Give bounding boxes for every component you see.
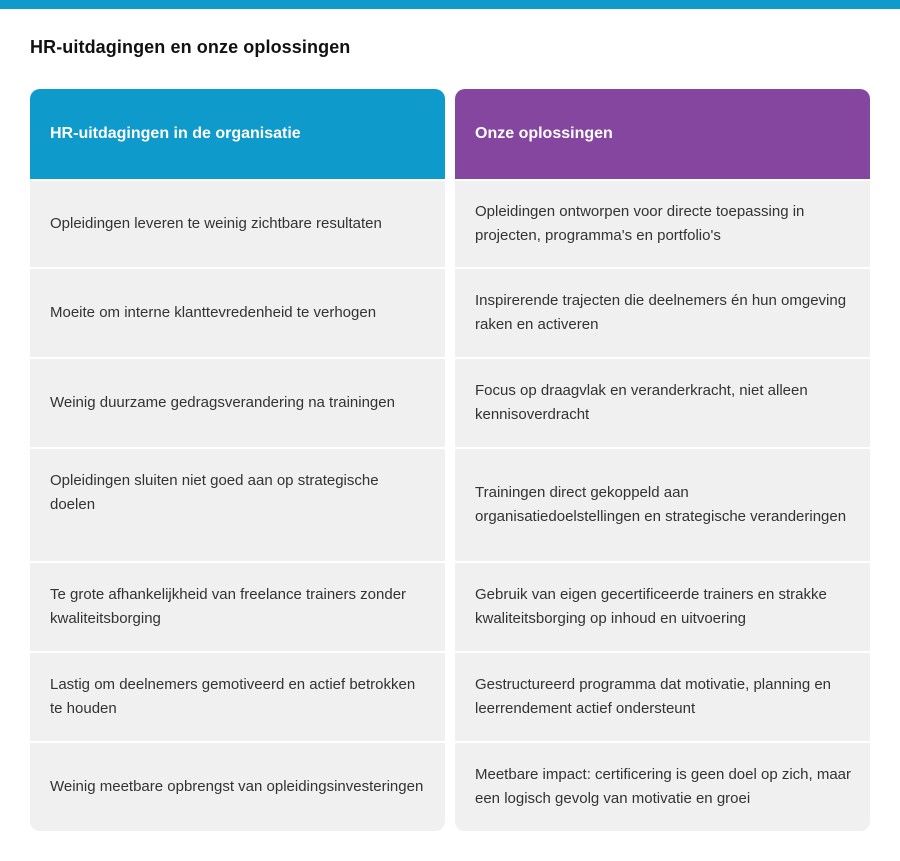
solution-cell: Focus op draagvlak en veranderkracht, niet alleen kennisoverdracht [455, 357, 870, 447]
challenges-column [30, 89, 445, 831]
page-title: HR-uitdagingen en onze oplossingen [30, 37, 351, 57]
solutions-header: Onze oplossingen [455, 89, 870, 179]
challenge-cell: Weinig duurzame gedragsverandering na trainingen [30, 357, 445, 447]
challenge-cell: Lastig om deelnemers gemotiveerd en actief betrokken te houden [30, 651, 445, 741]
solution-cell: Gebruik van eigen gecertificeerde trainers en strakke kwaliteitsborging op inhoud en uitvoering [455, 561, 870, 651]
challenge-cell: Opleidingen leveren te weinig zichtbare resultaten [30, 179, 445, 267]
challenge-cell: Opleidingen sluiten niet goed aan op strategische doelen [30, 447, 445, 561]
challenges-header: HR-uitdagingen in de organisatie [30, 89, 445, 179]
challenge-cell: Moeite om interne klanttevredenheid te verhogen [30, 267, 445, 357]
solution-cell: Meetbare impact: certificering is geen doel op zich, maar een logisch gevolg van motivatie en groei [455, 741, 870, 831]
solution-cell: Trainingen direct gekoppeld aan organisatiedoelstellingen en strategische veranderingen [455, 447, 870, 561]
solution-cell: Inspirerende trajecten die deelnemers én hun omgeving raken en activeren [455, 267, 870, 357]
challenge-cell: Weinig meetbare opbrengst van opleidingsinvesteringen [30, 741, 445, 831]
top-accent-bar [0, 0, 900, 9]
solutions-column [455, 89, 870, 831]
challenge-cell: Te grote afhankelijkheid van freelance trainers zonder kwaliteitsborging [30, 561, 445, 651]
solution-cell: Opleidingen ontworpen voor directe toepassing in projecten, programma's en portfolio's [455, 179, 870, 267]
solution-cell: Gestructureerd programma dat motivatie, planning en leerrendement actief ondersteunt [455, 651, 870, 741]
